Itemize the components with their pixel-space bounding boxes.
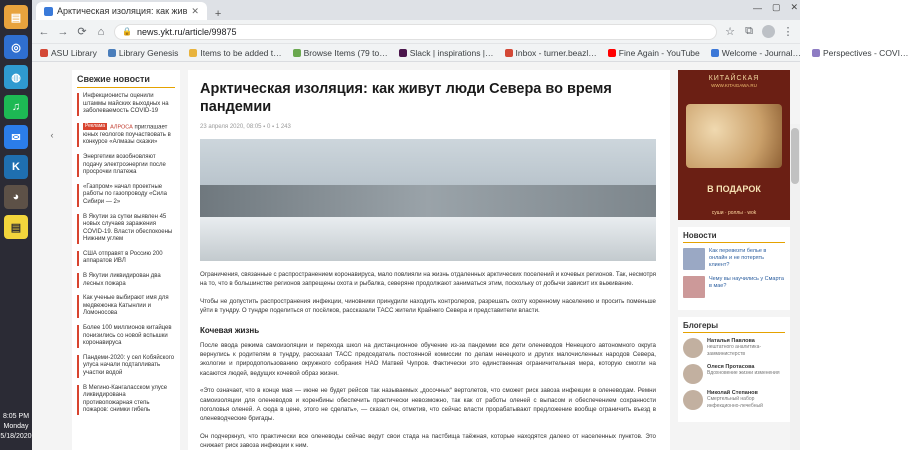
list-item[interactable] bbox=[683, 276, 785, 298]
browser-icon[interactable]: ◍ bbox=[4, 65, 28, 89]
article-paragraph: Он подчеркнул, что практически все оленеводы сейчас ведут свои стада на пастбища таёжная, которые находятся далеко от населенных пунктов. Это снижает риск завоза инфекции к ним. bbox=[200, 432, 656, 450]
bookmarks-bar bbox=[32, 44, 908, 62]
news-item-text: «Газпром» начал проектные работы по газопроводу «Сила Сибири — 2» bbox=[83, 183, 167, 205]
item-accent bbox=[77, 214, 79, 244]
bookmark-favicon bbox=[189, 49, 197, 57]
list-item[interactable] bbox=[683, 248, 785, 270]
bookmark-label: Welcome - Journal… bbox=[721, 47, 801, 58]
tab-favicon bbox=[44, 7, 53, 16]
avatar bbox=[683, 364, 703, 384]
avatar bbox=[683, 338, 703, 358]
item-accent bbox=[77, 295, 79, 318]
news-item-text: В Мегино-Кангаласском улусе ликвидирована противопожарная степь пожаров: снимки гибель bbox=[83, 384, 168, 414]
bookmark-label: Library Genesis bbox=[118, 47, 179, 58]
item-accent bbox=[77, 184, 79, 207]
page-content bbox=[72, 62, 790, 450]
article-body bbox=[188, 70, 670, 450]
article-paragraph: «Это означает, что в конце мая — июне не будет рейсов так называемых „досочных“ вертолетов, что сможет риск завоза инфекции в оленеводам. Ремни самоизоляции для оленеводов и коренбины обеспечить практически невозможно, так как от работы оленей с выпасом и обеспечением сохранности поголовья оленей. А сюда в цене, этого не сделать», — сказал он, отметив, что сейчас власти прорабатывают предложение вообще ограничить въезд в оленеводческие бригады. bbox=[200, 387, 656, 423]
item-accent bbox=[77, 385, 79, 415]
toolbar-right bbox=[724, 25, 794, 38]
news-item-text: В Якутии ликвидирован два лесных пожара bbox=[83, 273, 161, 287]
list-item[interactable] bbox=[77, 295, 175, 318]
news-item-sponsored bbox=[83, 123, 175, 147]
item-accent bbox=[77, 273, 79, 288]
right-sidebar bbox=[678, 70, 790, 450]
bloggers-panel bbox=[678, 317, 790, 422]
advertisement-banner[interactable] bbox=[678, 70, 790, 220]
ad-headline: В ПОДАРОК bbox=[707, 184, 761, 194]
bookmark-item[interactable] bbox=[293, 48, 388, 58]
tab-title: Арктическая изоляция: как жив bbox=[57, 6, 188, 16]
news-panel-item-text: Как перевезти белье в онлайн и не потерять клиент? bbox=[709, 248, 767, 268]
list-item[interactable] bbox=[77, 214, 175, 244]
ad-badge: Реклама bbox=[85, 122, 106, 129]
news-item-text: Как ученые выбирают имя для медвежонка Катынлии и Ломоносова bbox=[83, 295, 169, 317]
item-accent bbox=[77, 355, 79, 378]
new-tab-button[interactable]: + bbox=[214, 8, 222, 20]
bookmark-item[interactable] bbox=[399, 48, 494, 58]
list-item[interactable] bbox=[683, 338, 785, 358]
news-item-text: В Якутии за сутки выявлен 45 новых случаев заражения COVID-19. Власти обеспокоены Нижним углем bbox=[83, 213, 173, 243]
bookmark-favicon bbox=[711, 49, 719, 57]
code-icon[interactable]: K bbox=[4, 155, 28, 179]
news-item-text: Инфекционисты оценили штаммы майских выходных на заболеваемость COVID-19 bbox=[83, 93, 169, 115]
bookmark-favicon bbox=[812, 49, 820, 57]
avatar bbox=[683, 390, 703, 410]
files-icon[interactable]: ▤ bbox=[4, 5, 28, 29]
ad-food-image bbox=[686, 104, 782, 168]
item-accent bbox=[77, 154, 79, 177]
page-scrollbar[interactable] bbox=[790, 124, 800, 450]
home-icon[interactable]: ⌂ bbox=[97, 25, 105, 38]
ad-brand: КИТАЙСКАЯ bbox=[708, 75, 760, 82]
bookmark-label: Slack | inspirations |… bbox=[409, 47, 494, 58]
news-panel-item-text: Чему вы научились у Смарта в мае? bbox=[709, 276, 784, 289]
article-subheading: Кочевая жизнь bbox=[200, 325, 260, 335]
article-paragraph: После ввода режима самоизоляции и перехода школ на дистанционное обучение из-за пандемии все дети оленеводов Ненецкого автономного округа вернулись к родителям в тундру, рассказал ТАСС председатель постоянной комиссии по делам ненецкого и других малочисленных народов Севера, экологии и природопользованию окружного собрания НАО Матвей Чупров. Фактически это единственная ограничительная мера, которую смогли на касаются людей, ведущих кочевой образ жизни. bbox=[200, 341, 656, 377]
article-paragraph: Ограничения, связанные с распространением коронавируса, мало повлияли на жизнь отдаленных арктических поселений и кочевых регионов. Так, несмотря на то, что в большинстве регионов запрещены охота и рыбалка, северяне продолжают заниматься этим, поскольку от добычи зависит их выживание. bbox=[200, 271, 656, 288]
forward-icon[interactable]: → bbox=[57, 25, 69, 38]
news-sidebar bbox=[72, 70, 180, 450]
page-title: Арктическая изоляция: как живут люди Севера во время пандемии bbox=[200, 81, 612, 115]
item-accent bbox=[77, 93, 79, 116]
minimize-button[interactable]: — bbox=[752, 2, 762, 13]
bookmark-favicon bbox=[108, 49, 116, 57]
clock-time: 8:05 PM bbox=[2, 413, 30, 420]
news-item-text: приглашает юных геологов поучаствовать в конкурсе «Алмазы сказки» bbox=[83, 124, 171, 146]
bookmark-label: Perspectives - COVI… bbox=[822, 47, 908, 58]
address-bar[interactable] bbox=[114, 24, 717, 40]
notes-icon[interactable]: ▤ bbox=[4, 215, 28, 239]
menu-icon[interactable]: ⋮ bbox=[782, 26, 794, 38]
chevron-left-icon[interactable]: ‹ bbox=[50, 130, 54, 140]
lock-icon: 🔒 bbox=[122, 27, 132, 36]
page-viewport bbox=[32, 62, 800, 450]
bookmark-favicon bbox=[293, 49, 301, 57]
address-bar-url: news.ykt.ru/article/99875 bbox=[136, 26, 237, 37]
list-item[interactable] bbox=[77, 154, 175, 177]
news-sidebar-title: Свежие новости bbox=[77, 74, 175, 88]
maximize-button[interactable]: ▢ bbox=[771, 2, 781, 12]
clock-day: Monday bbox=[3, 423, 29, 430]
bookmark-item[interactable] bbox=[711, 48, 801, 58]
bookmark-label: Items to be added t… bbox=[200, 47, 282, 58]
music-icon[interactable]: ♫ bbox=[4, 95, 28, 119]
bookmark-label: ASU Library bbox=[51, 47, 97, 58]
extensions-icon[interactable]: ⧉ bbox=[745, 25, 753, 37]
os-dock bbox=[0, 0, 32, 450]
reload-icon[interactable]: ⟳ bbox=[77, 26, 87, 38]
tab-article[interactable] bbox=[36, 2, 207, 20]
thumbnail bbox=[683, 248, 705, 270]
browser-window bbox=[32, 0, 908, 450]
list-item[interactable] bbox=[77, 93, 175, 116]
list-item[interactable] bbox=[77, 273, 175, 288]
search-icon[interactable]: ◎ bbox=[4, 35, 28, 59]
item-accent bbox=[77, 251, 79, 266]
bookmark-favicon bbox=[505, 49, 513, 57]
list-item[interactable] bbox=[77, 251, 175, 266]
item-accent bbox=[77, 123, 79, 147]
mail-icon[interactable]: ✉ bbox=[4, 125, 28, 149]
list-item[interactable] bbox=[683, 364, 785, 384]
news-item-source: АЛРОСА bbox=[110, 124, 133, 131]
bloggers-panel-title: Блогеры bbox=[683, 321, 785, 333]
news-item-text: Энергетики возобновляют подачу электроэнергии после просрочки платежа bbox=[83, 153, 166, 176]
bookmark-star-icon[interactable]: ☆ bbox=[725, 26, 735, 38]
tab-close-icon[interactable]: ✕ bbox=[191, 5, 199, 16]
thumbnail bbox=[683, 276, 705, 298]
bookmark-item[interactable] bbox=[608, 48, 700, 58]
article-meta: 23 апреля 2020, 08:05 ⬩ 0 ⬩ 1 243 bbox=[200, 124, 291, 130]
list-item[interactable] bbox=[77, 325, 175, 348]
scrollbar-thumb[interactable] bbox=[791, 128, 799, 184]
news-item-text: Пандеми-2020: у сел Кобяйского улуса начали подтапливать участки водой bbox=[83, 354, 175, 376]
bookmark-favicon bbox=[399, 49, 407, 57]
tab-strip bbox=[32, 0, 800, 20]
news-panel bbox=[678, 227, 790, 310]
browser-toolbar bbox=[32, 20, 800, 44]
bookmark-favicon bbox=[608, 49, 616, 57]
blogger-name: Олеся Протасова bbox=[707, 364, 755, 370]
blogger-name: Николай Степанов bbox=[707, 390, 758, 396]
news-panel-title: Новости bbox=[683, 231, 785, 243]
bookmark-item[interactable] bbox=[505, 48, 597, 58]
article-hero-image bbox=[200, 139, 656, 261]
gimp-icon[interactable]: ◕ bbox=[4, 185, 28, 209]
clock-date: 5/18/2020 bbox=[0, 433, 32, 440]
blogger-desc: Вдохновение жизни изменения bbox=[707, 370, 780, 376]
news-item-text: США отправят в Россию 200 аппаратов ИВЛ bbox=[83, 250, 163, 265]
profile-avatar[interactable] bbox=[762, 25, 775, 38]
bookmark-label: Fine Again - YouTube bbox=[618, 47, 700, 58]
ad-subtitle: WWW.KITAIGAWA.RU bbox=[711, 83, 757, 88]
back-icon[interactable]: ← bbox=[38, 25, 50, 38]
blogger-desc: Смертельный набор инфекционно-лечебный bbox=[707, 396, 763, 409]
bookmark-item[interactable] bbox=[189, 48, 281, 58]
close-window-button[interactable]: ✕ bbox=[790, 2, 798, 12]
os-clock bbox=[0, 412, 32, 442]
window-controls bbox=[753, 2, 798, 13]
blogger-name: Наталья Павлова bbox=[707, 338, 755, 344]
bookmark-item[interactable] bbox=[812, 48, 908, 58]
bookmark-item[interactable] bbox=[108, 48, 179, 58]
list-item[interactable] bbox=[77, 184, 175, 207]
bookmark-label: Browse Items (79 to… bbox=[303, 47, 388, 58]
bookmark-favicon bbox=[40, 49, 48, 57]
news-item-text: Более 100 миллионов китайцев понизились со новой вспышки коронавируса bbox=[83, 325, 172, 347]
page-left-gutter bbox=[32, 124, 72, 450]
list-item[interactable] bbox=[77, 355, 175, 378]
list-item[interactable] bbox=[683, 390, 785, 410]
item-accent bbox=[77, 325, 79, 348]
ad-footer: суши · роллы · wok bbox=[711, 210, 757, 216]
list-item[interactable] bbox=[77, 385, 175, 415]
bookmark-item[interactable] bbox=[40, 48, 97, 58]
article-paragraph: Чтобы не допустить распространения инфекции, чиновники принудили находить контролеров, разрешать охоту коренному населению и просить поменьше уйти в тундру. О тундре поделиться от посёлков, рассказали ТАСС жители Крайнего Севера и представители власти. bbox=[200, 297, 656, 315]
blogger-desc: нештатного аналитика-замминистерств bbox=[707, 344, 762, 357]
list-item[interactable] bbox=[77, 123, 175, 147]
bookmark-label: Inbox - turner.beazl… bbox=[515, 47, 597, 58]
